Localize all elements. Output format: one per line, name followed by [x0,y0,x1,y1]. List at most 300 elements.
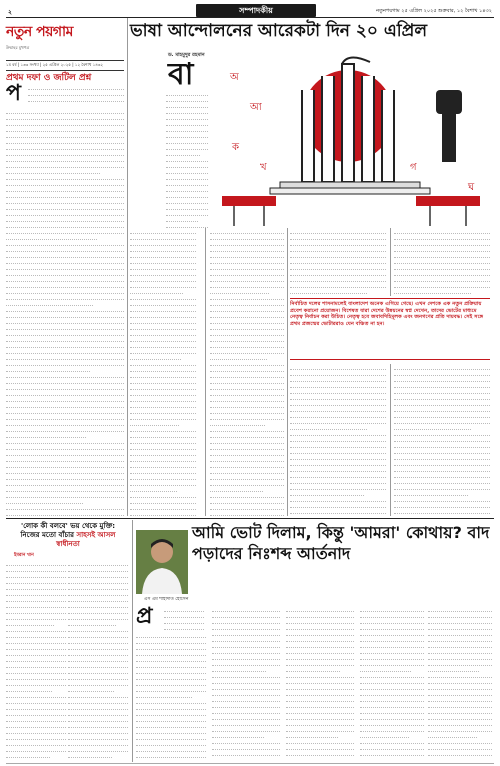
text-line [210,510,284,516]
text-line [290,478,386,484]
person-silhouette-icon [136,530,188,594]
text-line [290,484,386,490]
text-line [6,504,124,510]
text-line [210,312,284,318]
text-line [428,672,492,678]
text-line [360,684,424,690]
text-line [68,734,128,740]
text-line [6,590,66,596]
text-line [212,672,280,678]
text-line [394,502,490,508]
text-line [68,650,128,656]
text-line [394,478,490,484]
text-line [130,390,196,396]
column-divider [390,364,391,516]
text-line [6,246,124,252]
text-line [130,234,196,240]
text-line [6,120,124,126]
text-line [290,436,386,442]
text-line [428,702,492,708]
text-line [210,300,284,306]
lead-headline: ভাষা আন্দোলনের আরেকটা দিন ২০ এপ্রিল [130,21,428,41]
text-line [360,630,424,636]
text-line [166,198,208,204]
text-line [68,578,128,584]
text-line [286,678,354,684]
text-line [428,684,492,690]
text-line [6,704,66,710]
text-line [130,414,196,420]
text-line [166,132,208,138]
text-line [6,402,124,408]
text-line [6,432,86,438]
text-line [166,162,208,168]
text-line [130,252,196,258]
svg-text:খ: খ [260,162,267,173]
text-line [290,490,364,496]
text-line [212,720,280,726]
text-line [6,366,90,372]
text-line [210,342,284,348]
text-line [6,270,124,276]
text-line [6,650,66,656]
text-line [130,276,196,282]
text-line [210,348,284,354]
text-line [290,246,386,252]
text-line [286,738,354,744]
text-line [290,388,386,394]
text-line [210,378,284,384]
text-line [68,644,128,650]
column-divider [132,520,133,762]
text-line [136,632,206,638]
text-line [68,656,128,662]
bottom-article-col3 [286,606,354,760]
text-line [68,590,128,596]
text-line [290,424,367,430]
text-line [290,234,386,240]
bottom-article-dropcap: প্র [136,604,153,629]
text-line [6,614,66,620]
text-line [286,636,354,642]
text-line [210,258,284,264]
text-line [6,468,124,474]
text-line [6,276,124,282]
text-line [130,342,196,348]
column-divider [287,228,288,516]
text-line [286,618,354,624]
text-line [6,674,66,680]
text-line [6,680,66,686]
text-line [212,678,280,684]
editorial-heading: প্রথম দফা ও জটিল প্রশ্ন [6,73,92,83]
text-line [136,650,206,656]
text-line [286,642,354,648]
text-line [6,336,124,342]
text-line [210,456,284,462]
text-line [212,684,280,690]
text-line [428,696,492,702]
text-line [210,264,284,270]
text-line [130,408,196,414]
text-line [394,400,490,406]
text-line [428,708,492,714]
text-line [210,432,284,438]
bottom-left-headline-part1: 'লোক কী বলবে' ভয় থেকে মুক্তি: নিজের মতো বাঁচার [20,522,116,539]
text-line [286,744,354,750]
text-line [166,186,208,192]
text-line [130,228,196,234]
text-line [6,474,124,480]
text-line [6,462,124,468]
text-line [210,438,284,444]
text-line [6,566,66,572]
text-line [6,342,124,348]
bottom-left-author: ইমরান খান [14,553,34,558]
text-line [6,656,66,662]
text-line [136,644,206,650]
text-line [210,330,284,336]
text-line [212,696,280,702]
lead-text-col3-top [290,228,386,296]
text-line [68,560,128,566]
page-number: ২ [8,9,12,16]
text-line [360,750,424,756]
text-line [210,414,284,420]
text-line [130,360,196,366]
text-line [394,240,490,246]
text-line [6,734,66,740]
bottom-article-col4 [360,606,424,760]
text-line [290,460,386,466]
text-line [428,726,492,732]
text-line [166,120,208,126]
text-line [6,300,93,306]
text-line [212,618,280,624]
text-line [290,466,386,472]
text-line [394,448,490,454]
text-line [290,502,386,508]
text-line [212,660,280,666]
text-line [290,400,386,406]
text-line [166,102,208,108]
text-line [6,162,124,168]
text-line [394,484,490,490]
text-line [428,720,492,726]
text-line [130,264,196,270]
text-line [394,364,490,370]
text-line [360,618,424,624]
text-line [428,660,492,666]
text-line [6,390,124,396]
text-line [130,300,196,306]
text-line [68,668,128,674]
text-line [6,638,66,644]
text-line [212,630,280,636]
text-line [6,584,66,590]
text-line [210,282,284,288]
text-line [6,438,124,444]
text-line [286,702,354,708]
text-line [286,714,354,720]
text-line [212,702,280,708]
text-line [130,324,196,330]
text-line [130,330,196,336]
text-line [394,282,490,288]
text-line [6,192,124,198]
text-line [286,684,354,690]
text-line [290,394,386,400]
text-line [290,288,367,294]
text-line [286,666,340,672]
text-line [130,396,196,402]
text-line [68,746,128,752]
text-line [286,648,354,654]
bottom-article-text-intro [164,606,204,630]
text-line [166,180,208,186]
bottom-left-headline [14,522,122,549]
text-line [210,324,284,330]
text-line [210,252,284,258]
text-line [394,466,490,472]
text-line [6,384,124,390]
text-line [210,426,284,432]
text-line [6,204,124,210]
text-line [428,618,492,624]
text-line [6,210,124,216]
text-line [360,624,424,630]
text-line [136,716,206,722]
text-line [6,132,124,138]
text-line [394,252,490,258]
text-line [130,240,196,246]
text-line [6,312,124,318]
text-line [290,430,386,436]
text-line [360,666,411,672]
column-divider [390,228,391,296]
text-line [360,702,424,708]
text-line [6,420,124,426]
text-line [360,672,424,678]
text-line [6,608,66,614]
text-line [136,674,206,680]
text-line [130,306,196,312]
text-line [210,234,284,240]
text-line [210,354,267,360]
text-line [394,264,490,270]
text-line [6,662,66,668]
text-line [136,680,206,686]
text-line [360,660,424,666]
text-line [212,750,280,756]
text-line [290,370,386,376]
text-line [428,714,492,720]
text-line [166,138,208,144]
text-line [286,630,354,636]
text-line [68,680,128,686]
text-line [212,738,280,744]
text-line [6,728,66,734]
text-line [360,708,424,714]
text-line [68,728,128,734]
text-line [68,602,128,608]
text-line [130,348,196,354]
text-line [210,396,284,402]
text-line [394,496,490,502]
text-line [394,442,490,448]
text-line [166,144,208,150]
text-line [394,490,468,496]
text-line [68,584,128,590]
text-line [428,636,492,642]
text-line [6,258,124,264]
text-line [360,648,424,654]
text-line [130,504,196,510]
text-line [166,210,208,216]
text-line [290,252,386,258]
text-line [6,456,124,462]
text-line [210,468,284,474]
issue-line: ১ম বর্ষ | ১৩৩ সংখ্যা | ২৫ এপ্রিল ২০২৫ | ১২ বৈশাখ ১৪৩২ [6,60,124,71]
text-line [212,690,280,696]
text-line [286,726,354,732]
text-line [394,460,490,466]
text-line [210,498,284,504]
text-line [212,642,280,648]
text-line [68,674,128,680]
text-line [130,510,196,516]
text-line [286,732,338,738]
text-line [290,364,386,370]
text-line [6,632,66,638]
lead-author: ড. মাহমুদুর রহমান [168,52,205,58]
section-rule [6,518,494,519]
text-line [6,294,124,300]
text-line [6,668,66,674]
text-line [6,228,124,234]
text-line [290,472,386,478]
text-line [428,606,492,612]
text-line [394,406,490,412]
text-line [6,216,124,222]
text-line [68,698,128,704]
text-line [360,732,409,738]
text-line [6,596,66,602]
author-photo [136,530,188,594]
text-line [6,138,124,144]
lead-text-col4-top [394,228,490,296]
text-line [212,654,280,660]
text-line [6,498,83,504]
text-line [136,704,206,710]
text-line [6,354,124,360]
text-line [394,288,471,294]
text-line [394,376,490,382]
lead-text-col2 [210,228,284,518]
text-line [360,636,424,642]
text-line [212,726,280,732]
text-line [68,632,128,638]
text-line [166,150,200,156]
text-line [286,708,354,714]
text-line [210,306,284,312]
text-line [6,698,66,704]
text-line [166,156,208,162]
text-line [130,372,196,378]
text-line [210,486,263,492]
text-line [130,402,196,408]
text-line [6,324,124,330]
text-line [210,450,284,456]
text-line [68,686,114,692]
text-line [210,384,284,390]
text-line [6,114,124,120]
text-line [212,636,280,642]
text-line [394,412,490,418]
text-line [286,672,354,678]
lead-text-col3-bottom [290,364,386,516]
text-line [360,678,424,684]
text-line [130,318,196,324]
bottom-left-col1 [6,560,66,760]
text-line [136,722,206,728]
text-line [164,606,204,612]
text-line [6,174,124,180]
text-line [68,662,128,668]
text-line [286,606,354,612]
date-line: নতুনপয়গাম ২৫ এপ্রিল ২০২৫ শুক্রবার, ১২ বৈশাখ ১৪৩২ [376,8,492,14]
text-line [130,336,196,342]
text-line [6,186,124,192]
text-line [210,288,269,294]
text-line [428,690,492,696]
text-line [210,360,284,366]
text-line [428,678,492,684]
text-line [164,612,204,618]
text-line [360,690,424,696]
text-line [6,150,124,156]
text-line [130,366,196,372]
text-line [210,444,284,450]
text-line [136,686,206,692]
text-line [130,492,196,498]
text-line [136,734,206,740]
text-line [166,168,208,174]
text-line [68,626,128,632]
text-line [210,228,284,234]
text-line [394,234,490,240]
text-line [6,486,124,492]
text-line [68,710,128,716]
text-line [428,666,479,672]
text-line [428,630,492,636]
text-line [290,228,386,234]
text-line [286,750,354,756]
text-line [428,732,477,738]
text-line [6,572,66,578]
text-line [68,566,128,572]
text-line [130,486,177,492]
text-line [130,474,196,480]
text-line [136,752,206,758]
text-line [130,282,196,288]
text-line [290,496,386,502]
text-line [428,744,492,750]
text-line [130,246,196,252]
text-line [6,288,124,294]
text-line [212,606,280,612]
text-line [6,710,66,716]
